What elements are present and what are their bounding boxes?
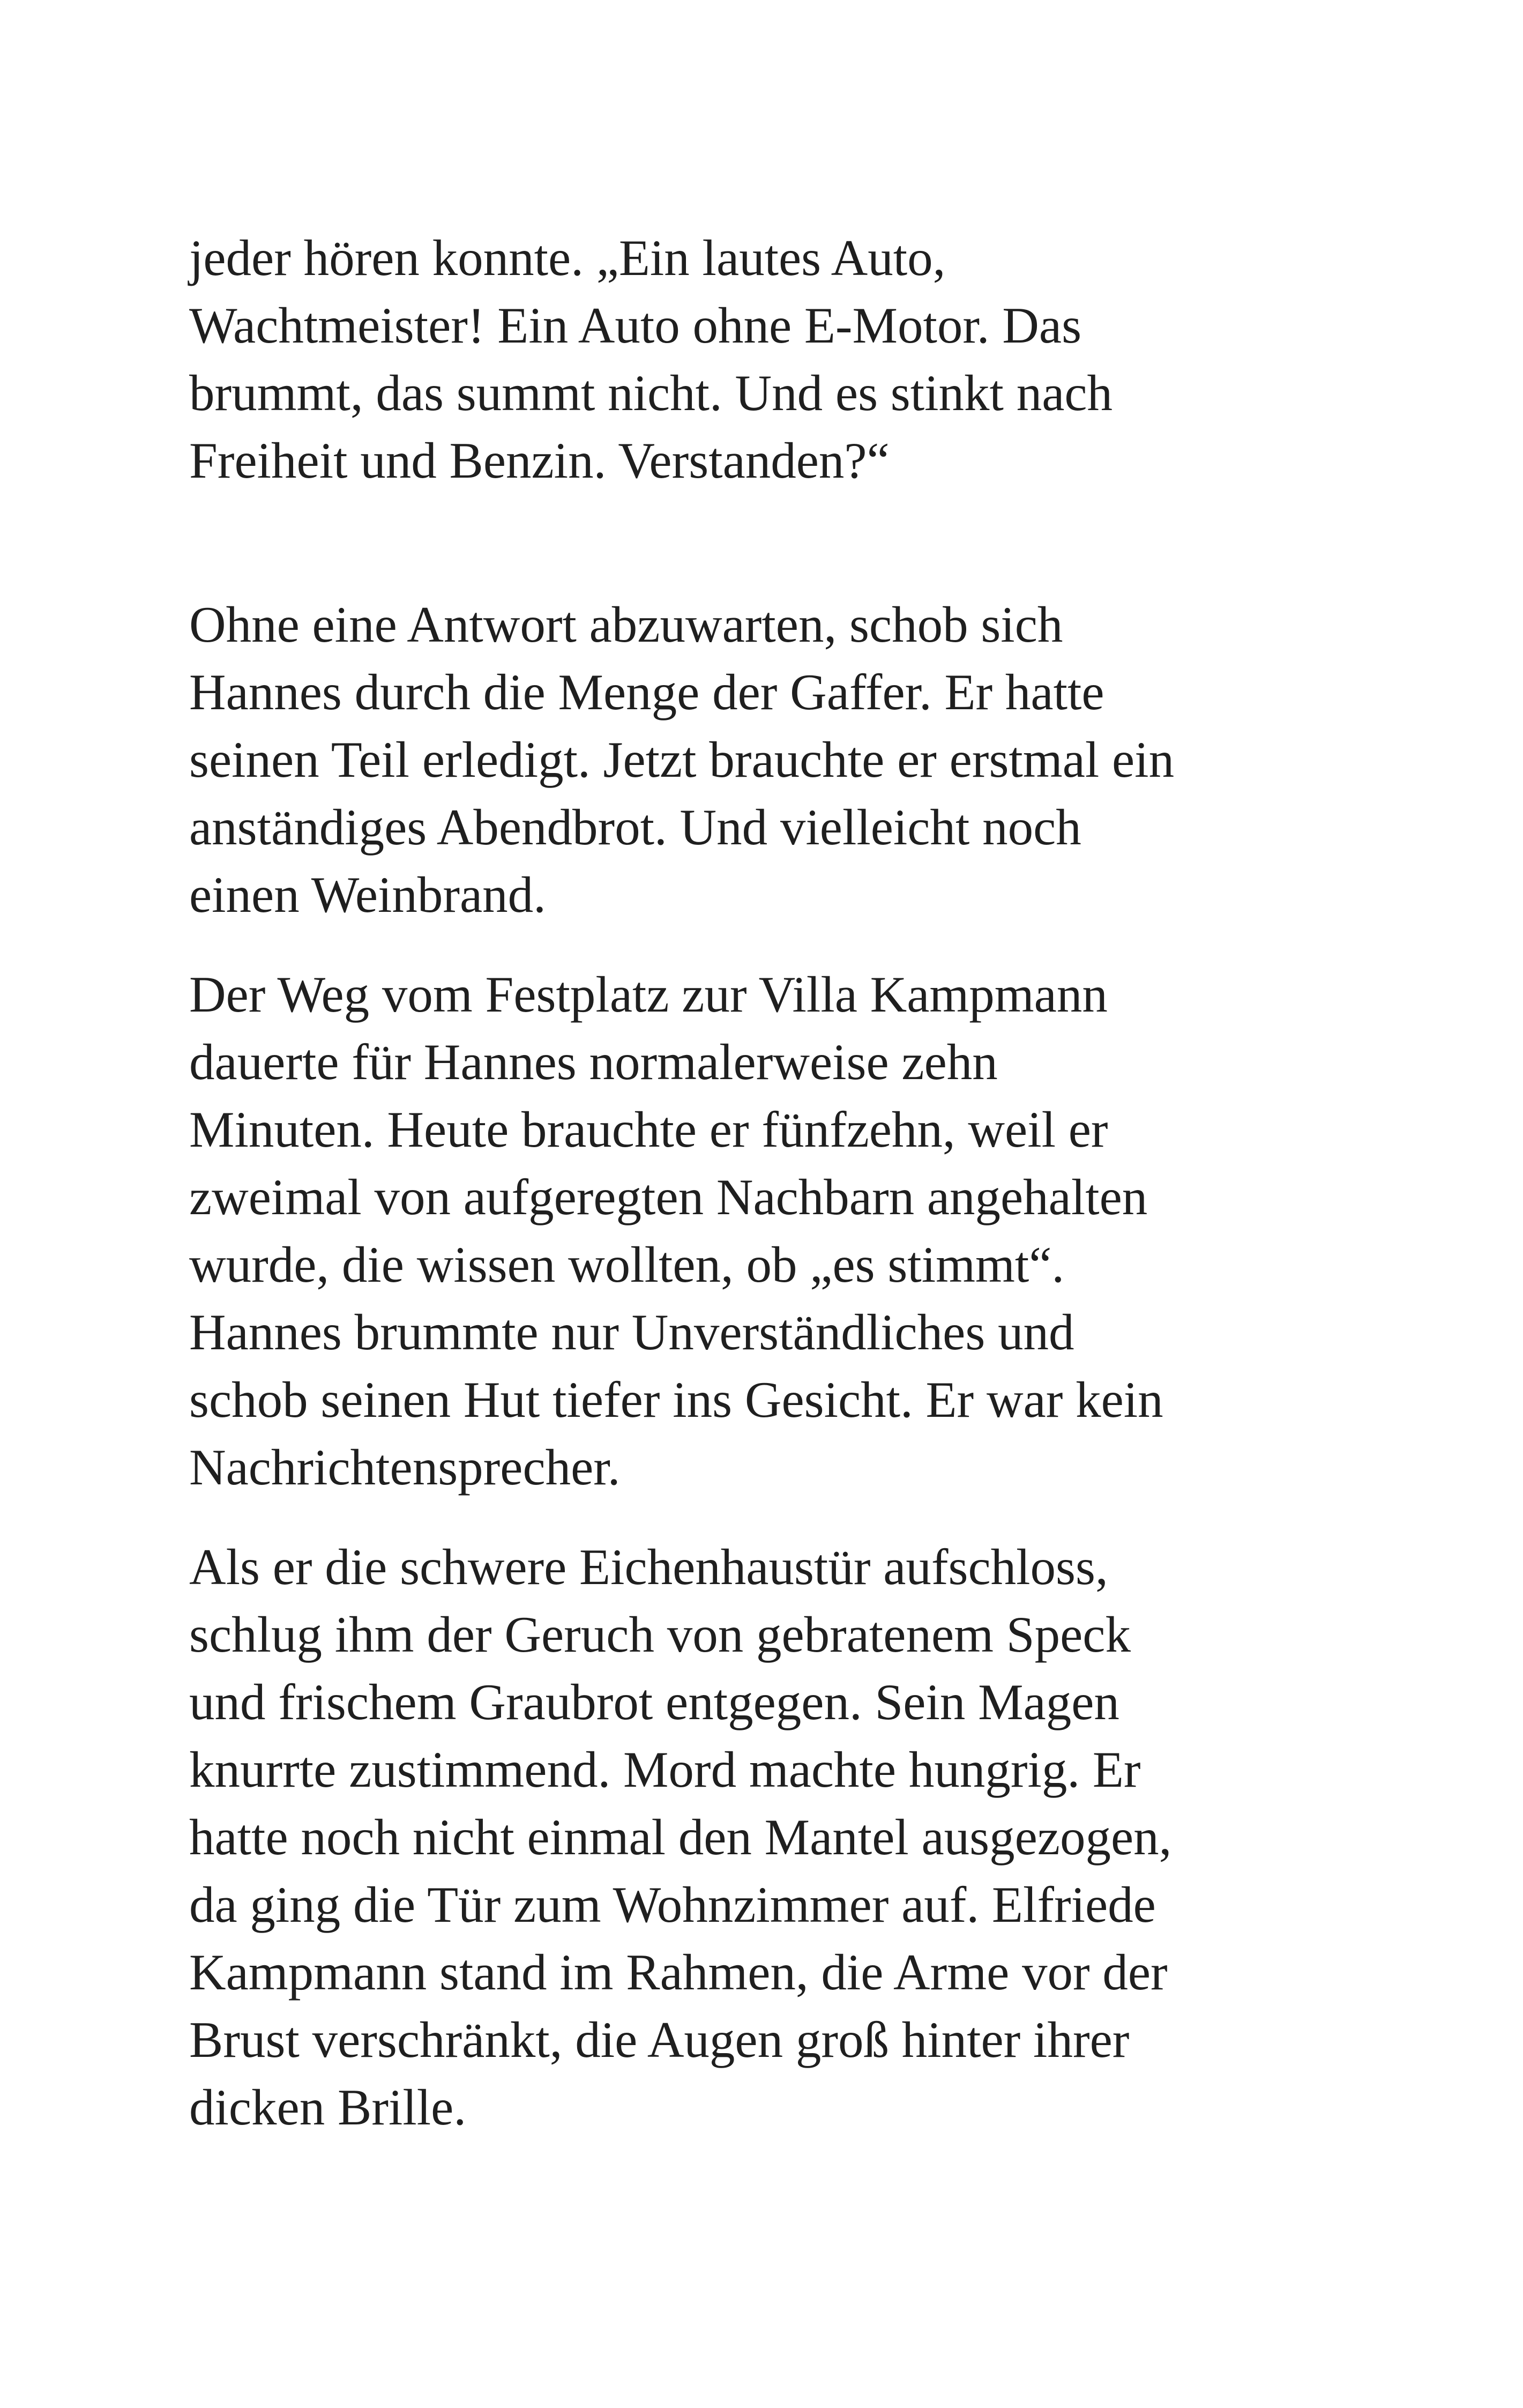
text-line: Nachrichtensprecher. [189, 1439, 621, 1496]
text-line: schlug ihm der Geruch von gebratenem Speck [189, 1606, 1131, 1663]
text-line: Minuten. Heute brauchte er fünfzehn, weil er [189, 1101, 1108, 1158]
paragraph-spacing [189, 1501, 1315, 1533]
paragraph-spacing [189, 928, 1315, 961]
text-line: wurde, die wissen wollten, ob „es stimmt“. [189, 1236, 1065, 1293]
text-line: dauerte für Hannes normalerweise zehn [189, 1034, 998, 1090]
text-line: Kampmann stand im Rahmen, die Arme vor der [189, 1944, 1168, 2001]
text-line: Hannes brummte nur Unverständliches und [189, 1304, 1074, 1361]
text-line: einen Weinbrand. [189, 866, 546, 923]
paragraph-1 [189, 224, 1315, 494]
text-line: dicken Brille. [189, 2079, 467, 2136]
section-break [189, 494, 1315, 591]
text-line: schob seinen Hut tiefer ins Gesicht. Er war kein [189, 1371, 1163, 1428]
text-line: knurrte zustimmend. Mord machte hungrig. Er [189, 1741, 1141, 1798]
text-line: da ging die Tür zum Wohnzimmer auf. Elfriede [189, 1876, 1156, 1933]
text-line: Ohne eine Antwort abzuwarten, schob sich [189, 596, 1063, 653]
text-line: Brust verschränkt, die Augen groß hinter ihrer [189, 2011, 1130, 2068]
text-line: Der Weg vom Festplatz zur Villa Kampmann [189, 966, 1108, 1023]
text-line: jeder hören konnte. „Ein lautes Auto, [189, 229, 946, 286]
text-line: hatte noch nicht einmal den Mantel ausgezogen, [189, 1809, 1172, 1866]
paragraph-2 [189, 591, 1315, 928]
text-line: und frischem Graubrot entgegen. Sein Magen [189, 1674, 1119, 1730]
text-line: anständiges Abendbrot. Und vielleicht noch [189, 799, 1081, 856]
text-line: zweimal von aufgeregten Nachbarn angehalten [189, 1169, 1148, 1225]
text-line: Wachtmeister! Ein Auto ohne E-Motor. Das [189, 297, 1082, 354]
text-line: Als er die schwere Eichenhaustür aufschloss, [189, 1539, 1108, 1595]
text-line: Freiheit und Benzin. Verstanden?“ [189, 432, 890, 489]
text-line: brummt, das summt nicht. Und es stinkt nach [189, 365, 1113, 421]
text-line: seinen Teil erledigt. Jetzt brauchte er erstmal ein [189, 731, 1175, 788]
paragraph-4 [189, 1533, 1315, 2141]
paragraph-3 [189, 961, 1315, 1501]
text-line: Hannes durch die Menge der Gaffer. Er hatte [189, 664, 1104, 720]
page-text [189, 224, 1315, 2141]
